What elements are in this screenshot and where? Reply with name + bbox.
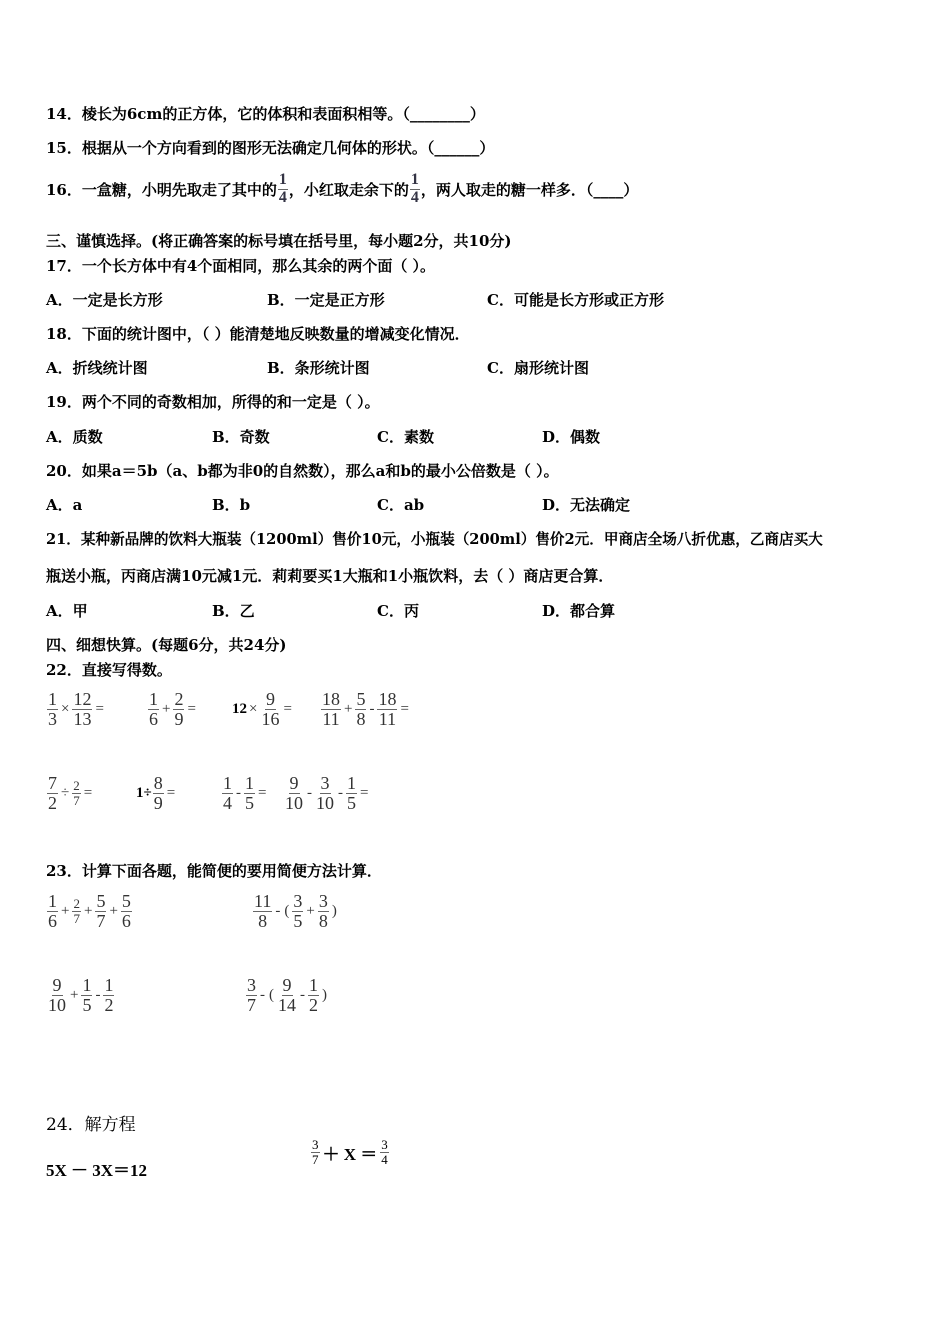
calc-b2: 1÷ $\frac{8}{9}$ = — [136, 773, 176, 813]
question-20: 20．如果a＝5b（a、b都为非0的自然数），那么a和b的最小公倍数是（ ）。 — [46, 462, 559, 480]
calc-a3: 12 × $\frac{9}{16}$ = — [232, 689, 292, 729]
q20-option-c: C．ab — [377, 496, 425, 514]
calc-b4: $\frac{9}{10}$ - $\frac{3}{10}$ - $\frac{1}{5}$ = — [285, 773, 369, 813]
q17-option-b: B．一定是正方形 — [267, 291, 385, 309]
question-21-line-2: 瓶送小瓶，丙商店满10元减1元．莉莉要买1大瓶和1小瓶饮料，去（ ）商店更合算． — [46, 567, 614, 585]
calc-b1: $\frac{7}{2}$ ÷ $\frac{2}{7}$ = — [48, 773, 93, 813]
q18-option-a: A．折线统计图 — [46, 359, 148, 377]
calc-a4: $\frac{18}{11}$ + $\frac{5}{8}$ - $\frac{18}{11}$ = — [322, 689, 409, 729]
q21-option-d: D．都合算 — [542, 602, 616, 620]
question-23: 23．计算下面各题，能简便的要用简便方法计算． — [46, 862, 382, 880]
question-21-line-1: 21．某种新品牌的饮料大瓶装（1200ml）售价10元，小瓶装（200ml）售价2元．甲商店全场八折优惠，乙商店买大 — [46, 531, 823, 548]
q21-option-a: A．甲 — [46, 602, 88, 620]
q18-option-c: C．扇形统计图 — [487, 359, 589, 377]
question-17: 17．一个长方体中有4个面相同，那么其余的两个面（ ）。 — [46, 257, 436, 275]
q16-text-pre: 16．一盒糖，小明先取走了其中的 — [46, 180, 277, 199]
question-22: 22．直接写得数。 — [46, 661, 172, 679]
question-18: 18．下面的统计图中，（ ）能清楚地反映数量的增减变化情况． — [46, 325, 470, 343]
q21-option-b: B．乙 — [212, 602, 255, 620]
section-4-heading: 四、细想快算。(每题6分，共24分) — [46, 636, 287, 654]
q20-option-b: B．b — [212, 496, 251, 514]
q19-option-a: A．质数 — [46, 428, 103, 446]
equation-2: $\frac{3}{7}$ ＋ X ＝ $\frac{3}{4}$ — [312, 1137, 388, 1167]
q20-option-a: A．a — [46, 496, 83, 514]
q16-text-mid: ，小红取走余下的 — [288, 180, 409, 199]
question-16 — [46, 172, 638, 207]
q19-option-d: D．偶数 — [542, 428, 601, 446]
calc-c3: $\frac{9}{10}$ + $\frac{1}{5}$ - $\frac{1}{2}$ — [48, 975, 114, 1015]
question-14: 14．棱长为6cm的正方体，它的体积和表面积相等。（________） — [46, 105, 485, 123]
question-19: 19．两个不同的奇数相加，所得的和一定是（ ）。 — [46, 393, 380, 411]
fraction-one-quarter-2: $\frac{1}{4}$ — [410, 171, 419, 206]
calc-a2: $\frac{1}{6}$ + $\frac{2}{9}$ = — [149, 689, 196, 729]
q21-option-c: C．丙 — [377, 602, 419, 620]
q16-text-post: ，两人取走的糖一样多．（____） — [420, 180, 639, 199]
q18-option-b: B．条形统计图 — [267, 359, 370, 377]
calc-c4: $\frac{3}{7}$ - ( $\frac{9}{14}$ - $\frac{1}{2}$ ) — [247, 975, 327, 1015]
q17-option-c: C．可能是长方形或正方形 — [487, 291, 664, 309]
q17-option-a: A．一定是长方形 — [46, 291, 163, 309]
fraction-one-quarter: $\frac{1}{4}$ — [278, 171, 287, 206]
equation-1: 5X － 3X＝12 — [46, 1161, 148, 1180]
q19-option-b: B．奇数 — [212, 428, 270, 446]
q20-option-d: D．无法确定 — [542, 496, 631, 514]
question-24: 24．解方程 — [46, 1115, 136, 1135]
calc-c1: $\frac{1}{6}$ + $\frac{2}{7}$ + $\frac{5}{7}$ + $\frac{5}{6}$ — [48, 891, 131, 931]
calc-a1: $\frac{1}{3}$ × $\frac{12}{13}$ = — [48, 689, 104, 729]
question-15: 15．根据从一个方向看到的图形无法确定几何体的形状。（______） — [46, 139, 495, 157]
section-3-heading: 三、谨慎选择。(将正确答案的标号填在括号里，每小题2分，共10分) — [46, 232, 512, 250]
q19-option-c: C．素数 — [377, 428, 434, 446]
calc-b3: $\frac{1}{4}$ - $\frac{1}{5}$ = — [223, 773, 267, 813]
calc-c2: $\frac{11}{8}$ - ( $\frac{3}{5}$ + $\frac{3}{8}$ ) — [254, 891, 337, 931]
